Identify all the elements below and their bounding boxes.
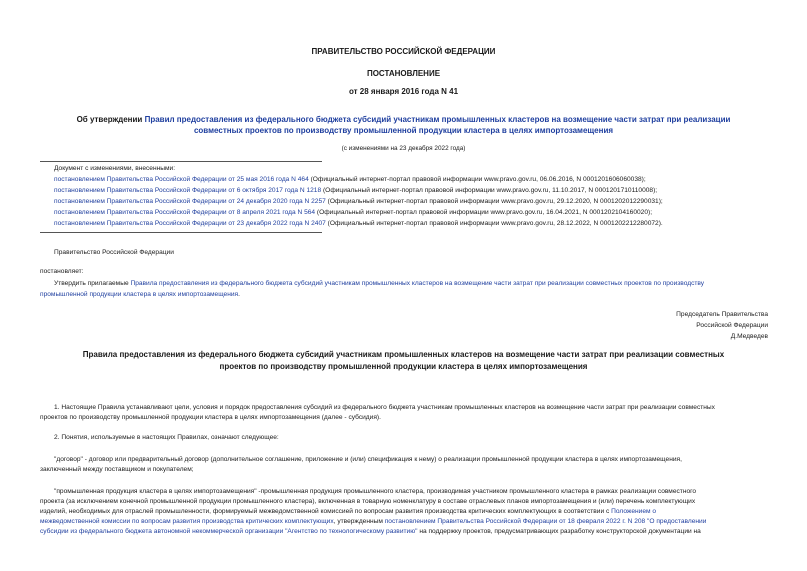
amendment-item (54, 196, 663, 207)
amendment-link[interactable]: постановлением Правительства Российской Федерации от 6 октября 2017 года N 1218 (54, 187, 322, 194)
rules-title-line-2: проектов по производству промышленной продукции кластера в целях импортозамещения (219, 362, 588, 371)
amendment-item (54, 185, 657, 196)
rules-paragraph-3: "договор" - договор или предварительный договор (дополнительное соглашение, приложение и (или) спецификация к нему) о реализации промышленной продукции кластера в целях импортозамещения, (54, 456, 682, 463)
p4-text: изделий, необходимых для отраслей промышленности, формируемый межведомственной комиссией по вопросам развития производства критических комплектующих в соответствии с (40, 508, 612, 515)
approve-paragraph (54, 278, 704, 289)
approve-prefix: Утвердить прилагаемые (54, 280, 131, 287)
title-rules-link-continued[interactable]: совместных проектов по производству промышленной продукции кластера в целях импортозамещения (193, 126, 614, 135)
amendment-source: (Официальный интернет-портал правовой информации www.pravo.gov.ru, 29.12.2020, N 0001202012290031); (325, 198, 663, 205)
regulation-link-continued[interactable]: межведомственной комиссии по вопросам развития производства критических комплектующих (40, 518, 334, 525)
amendment-item (54, 207, 652, 218)
amendments-intro: Документ с изменениями, внесенными: (54, 165, 176, 172)
signature-name: Д.Медведев (730, 333, 768, 340)
signature-country: Российской Федерации (696, 322, 768, 329)
rules-title: Правила предоставления из федерального бюджета субсидий участникам промышленных кластеров на возмещение части затрат при реализации совместных (82, 350, 725, 359)
p4-text-end: на поддержку проектов, предусматривающих разработку конструкторской документации на (417, 528, 701, 535)
amendment-source: (Официальный интернет-портал правовой информации www.pravo.gov.ru, 28.12.2022, N 0001202212280072). (325, 220, 663, 227)
government-heading: ПРАВИТЕЛЬСТВО РОССИЙСКОЙ ФЕДЕРАЦИИ (311, 47, 496, 56)
divider-bottom (40, 232, 322, 233)
rules-paragraph-1-line-2: проектов по производству промышленной продукции кластера в целях импортозамещения (далее - субсидия). (40, 414, 381, 421)
title-prefix: Об утверждении (76, 115, 143, 124)
document-type: ПОСТАНОВЛЕНИЕ (366, 69, 441, 78)
signature-position: Председатель Правительства (676, 311, 768, 318)
approve-rules-link[interactable]: Правила предоставления из федерального бюджета субсидий участникам промышленных кластеров на возмещение части затрат при реализации совместных проектов по производству (130, 280, 705, 287)
approve-rules-link-continued[interactable]: промышленной продукции кластера в целях импортозамещения (40, 291, 239, 298)
approve-suffix: . (238, 291, 240, 298)
rules-paragraph-2: 2. Понятия, используемые в настоящих Правилах, означают следующее: (54, 434, 279, 441)
amendment-link[interactable]: постановлением Правительства Российской Федерации от 23 декабря 2022 года N 2407 (54, 220, 326, 227)
decrees-line: постановляет: (40, 268, 84, 275)
rules-paragraph-3-line-2: заключенный между поставщиком и покупателем; (40, 466, 194, 473)
rules-paragraph-4-line-2: проекта (за исключением конечной промышленной продукции промышленного кластера), включенная в товарную номенклатуру в составе отраслевых планов импортозамещения и (или) перечень комплектующих (40, 498, 696, 505)
title-line-2[interactable] (0, 125, 807, 136)
document-title (10, 114, 797, 125)
rules-paragraph-4-line-5 (40, 526, 701, 537)
p4-text-approved: , утвержденным (333, 518, 385, 525)
amendment-item (54, 174, 646, 185)
title-rules-link[interactable]: Правил предоставления из федерального бюджета субсидий участникам промышленных кластеров на возмещение части затрат при реализации (144, 115, 731, 124)
amendment-source: (Официальный интернет-портал правовой информации www.pravo.gov.ru, 16.04.2021, N 0001202104160020); (315, 209, 653, 216)
decree-208-link[interactable]: постановлением Правительства Российской Федерации от 18 февраля 2022 г. N 208 "О предоставлении (384, 518, 707, 525)
decree-208-link-continued[interactable]: субсидии из федерального бюджета автономной некоммерческой организации "Агентство по технологическому развитию" (40, 528, 418, 535)
amendment-source: (Официальный интернет-портал правовой информации www.pravo.gov.ru, 11.10.2017, N 0001201710110008); (321, 187, 658, 194)
amendment-link[interactable]: постановлением Правительства Российской Федерации от 25 мая 2016 года N 464 (54, 176, 309, 183)
amendment-source: (Официальный интернет-портал правовой информации www.pravo.gov.ru, 06.06.2016, N 0001201606060038); (308, 176, 646, 183)
regulation-link[interactable]: Положением о (611, 508, 657, 515)
divider-top (40, 161, 322, 162)
document-date-number: от 28 января 2016 года N 41 (348, 87, 459, 96)
government-line: Правительство Российской Федерации (54, 249, 174, 256)
approve-paragraph-line-2 (40, 289, 240, 300)
rules-paragraph-4: "промышленная продукция кластера в целях импортозамещения" -промышленная продукция промышленного кластера, производимая участником промышленного кластера в рамках реализации совместного (54, 488, 697, 495)
rules-paragraph-1: 1. Настоящие Правила устанавливают цели, условия и порядок предоставления субсидий из федерального бюджета участникам промышленных кластеров на возмещение части затрат при реализации совместных (54, 404, 715, 411)
amendment-item (54, 218, 663, 229)
amendment-link[interactable]: постановлением Правительства Российской Федерации от 24 декабря 2020 года N 2257 (54, 198, 326, 205)
changes-note: (с изменениями на 23 декабря 2022 года) (341, 145, 466, 152)
amendment-link[interactable]: постановлением Правительства Российской Федерации от 8 апреля 2021 года N 564 (54, 209, 316, 216)
